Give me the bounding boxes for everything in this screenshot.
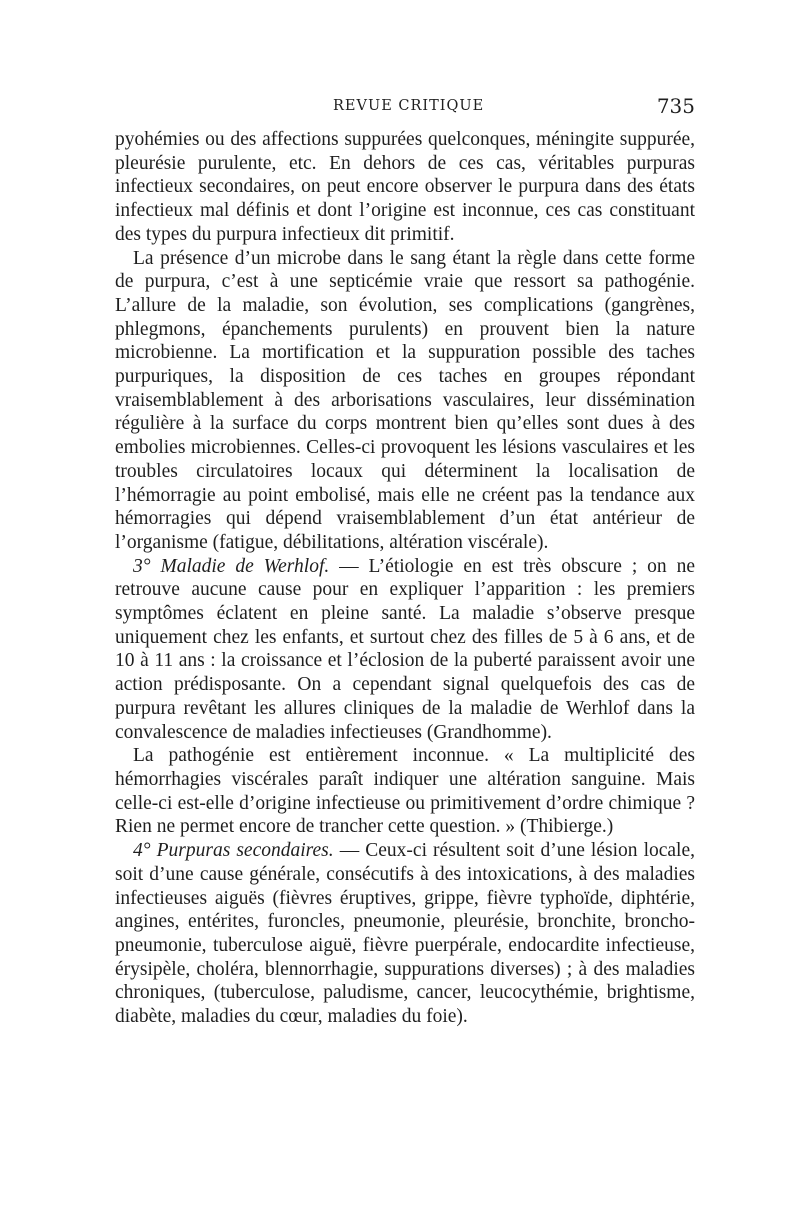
paragraph-5 (115, 839, 695, 1029)
page-header (115, 96, 695, 122)
paragraph-3 (115, 555, 695, 745)
paragraph-1-text: pyohémies ou des affections suppurées quelconques, méningite suppurée, pleurésie purulente, etc. En dehors de ces cas, véritables purpuras infectieux secondaires, on peut encore observer le purpura dans des états infectieux mal définis et dont l’origine est inconnue, ces cas constituant des types du purpura infectieux dit primitif. (115, 129, 695, 245)
body-text (115, 128, 695, 1029)
section-heading-purpuras-secondaires: 4° Purpuras secondaires. (133, 840, 334, 862)
paragraph-3-text: — L’étiologie en est très obscure ; on ne retrouve aucune cause pour en expliquer l’apparition : les premiers symptômes éclatent en pleine santé. La maladie s’observe presque uniquement chez les enfants, et surtout chez des filles de 5 à 6 ans, et de 10 à 11 ans : la croissance et l’éclosion de la puberté paraissent avoir une action prédisposante. On a cependant signal quelquefois des cas de purpura revêtant les allures cliniques de la maladie de Werhlof dans la convalescence de maladies infectieuses (Grandhomme). (115, 555, 695, 743)
paragraph-4 (115, 744, 695, 839)
paragraph-4-text: La pathogénie est entièrement inconnue. « La multiplicité des hémorrhagies viscérales paraît indiquer une altération sanguine. Mais celle-ci est-elle d’origine infectieuse ou primitivement d’ordre chimique ? Rien ne permet encore de trancher cette question. » (Thibierge.) (115, 745, 695, 838)
paragraph-5-text: — Ceux-ci résultent soit d’une lésion locale, soit d’une cause générale, consécutifs à des intoxications, à des maladies infectieuses aiguës (fièvres éruptives, grippe, fièvre typhoïde, diphtérie, angines, entérites, furoncles, pneumonie, pleurésie, bronchite, broncho-pneumonie, tuberculose aiguë, fièvre puerpérale, endocardite infectieuse, érysipèle, choléra, blennorrhagie, suppurations diverses) ; à des maladies chroniques, (tuberculose, paludisme, cancer, leucocythémie, brightisme, diabète, maladies du cœur, maladies du foie). (115, 840, 695, 1028)
section-heading-werhlof: 3° Maladie de Werhlof. (133, 555, 330, 577)
paragraph-2 (115, 247, 695, 555)
page-number: 735 (656, 94, 695, 118)
paragraph-2-text: La présence d’un microbe dans le sang étant la règle dans cette forme de purpura, c’est à une septicémie vraie que ressort sa pathogénie. L’allure de la maladie, son évolution, ses complications (gangrènes, phlegmons, épanchements purulents) en prouvent bien la nature microbienne. La mortification et la suppuration possible des taches purpuriques, la disposition de ces taches en groupes répondant vraisemblablement à des arborisations vasculaires, leur dissémination régulière à la surface du corps montrent bien qu’elles sont dues à des embolies microbiennes. Celles-ci provoquent les lésions vasculaires et les troubles circulatoires locaux qui déterminent la localisation de l’hémorragie au point embolisé, mais elle ne créent pas la tendance aux hémorragies qui dépend vraisemblablement d’un état antérieur de l’organisme (fatigue, débilitations, altération viscérale). (115, 247, 695, 553)
running-title: REVUE CRITIQUE (333, 98, 485, 114)
paragraph-1 (115, 128, 695, 247)
